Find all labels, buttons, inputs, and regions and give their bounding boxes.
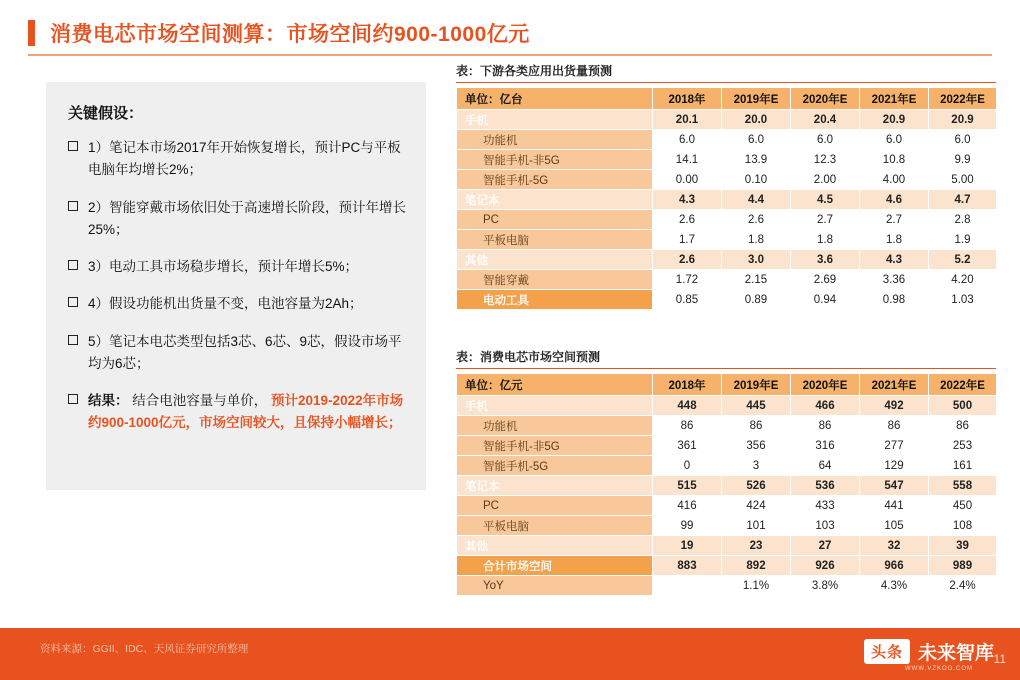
cell: 101 <box>722 516 791 536</box>
result-highlight: 预计2019-2022年市场约900-1000亿元，市场空间较大，且保持小幅增长； <box>88 393 404 431</box>
cell: 450 <box>929 496 997 516</box>
cell: 86 <box>653 416 722 436</box>
cell: 253 <box>929 436 997 456</box>
cell: 12.3 <box>791 150 860 170</box>
cell: 99 <box>653 516 722 536</box>
assumptions-list <box>68 137 406 435</box>
cell: 0.85 <box>653 290 722 310</box>
cell: 4.3 <box>653 190 722 210</box>
row-label: 功能机 <box>457 416 653 436</box>
cell: 20.1 <box>653 110 722 130</box>
cell: 4.3 <box>860 250 929 270</box>
cell: 20.9 <box>860 110 929 130</box>
cell: 316 <box>791 436 860 456</box>
row-label: 手机 <box>457 396 653 416</box>
cell: 492 <box>860 396 929 416</box>
cell: 445 <box>722 396 791 416</box>
cell: 1.03 <box>929 290 997 310</box>
cell: 558 <box>929 476 997 496</box>
slide-title-bar <box>0 8 1020 52</box>
page-number: 11 <box>993 652 1006 666</box>
cell: 0.00 <box>653 170 722 190</box>
cell: 161 <box>929 456 997 476</box>
row-label: 其他 <box>457 250 653 270</box>
watermark-subtext: WWW.VZKOO.COM <box>905 666 973 672</box>
table-row <box>457 290 997 310</box>
cell: 4.4 <box>722 190 791 210</box>
cell: 5.00 <box>929 170 997 190</box>
cell: 416 <box>653 496 722 516</box>
row-label: 平板电脑 <box>457 516 653 536</box>
cell: 10.8 <box>860 150 929 170</box>
cell: 4.7 <box>929 190 997 210</box>
table-row <box>457 516 997 536</box>
cell: 23 <box>722 536 791 556</box>
cell: 466 <box>791 396 860 416</box>
cell: 1.7 <box>653 230 722 250</box>
column-header: 2019年E <box>722 374 791 396</box>
cell: 547 <box>860 476 929 496</box>
cell: 64 <box>791 456 860 476</box>
cell: 6.0 <box>791 130 860 150</box>
assumptions-heading: 关键假设： <box>68 105 144 122</box>
row-label: 笔记本 <box>457 190 653 210</box>
table-row <box>457 476 997 496</box>
cell: 1.8 <box>860 230 929 250</box>
cell: 3 <box>722 456 791 476</box>
cell: 14.1 <box>653 150 722 170</box>
cell: 6.0 <box>860 130 929 150</box>
row-label: 智能手机-5G <box>457 170 653 190</box>
cell: 2.7 <box>791 210 860 230</box>
column-header: 2021年E <box>860 374 929 396</box>
cell: 448 <box>653 396 722 416</box>
cell: 129 <box>860 456 929 476</box>
cell: 39 <box>929 536 997 556</box>
list-item-result <box>68 390 406 435</box>
cell: 883 <box>653 556 722 576</box>
source-note: 资料来源：GGII、IDC、天风证券研究所整理 <box>40 643 249 655</box>
cell: 6.0 <box>929 130 997 150</box>
cell: 2.7 <box>860 210 929 230</box>
assumptions-panel <box>46 82 426 490</box>
column-header: 2022年E <box>929 88 997 110</box>
cell: 3.8% <box>791 576 860 596</box>
data-table <box>456 87 997 310</box>
cell: 6.0 <box>653 130 722 150</box>
cell: 86 <box>929 416 997 436</box>
column-header: 2021年E <box>860 88 929 110</box>
checkbox-icon <box>68 201 78 211</box>
cell: 536 <box>791 476 860 496</box>
table-row <box>457 130 997 150</box>
unit-header: 单位：亿元 <box>457 374 653 396</box>
table-row <box>457 436 997 456</box>
table-row <box>457 270 997 290</box>
cell: 13.9 <box>722 150 791 170</box>
list-item <box>68 137 406 182</box>
cell: 0.89 <box>722 290 791 310</box>
cell: 27 <box>791 536 860 556</box>
checkbox-icon <box>68 297 78 307</box>
cell: 4.3% <box>860 576 929 596</box>
assumption-text: 2）智能穿戴市场依旧处于高速增长阶段，预计年增长25%； <box>88 199 407 237</box>
table-row <box>457 190 997 210</box>
table-row-yoy <box>457 576 997 596</box>
cell: 1.8 <box>791 230 860 250</box>
cell: 361 <box>653 436 722 456</box>
row-label: YoY <box>457 576 653 596</box>
row-label: 智能手机-5G <box>457 456 653 476</box>
row-label: 合计市场空间 <box>457 556 653 576</box>
table-caption: 表：消费电芯市场空间预测 <box>456 348 996 369</box>
cell: 32 <box>860 536 929 556</box>
list-item <box>68 331 406 376</box>
result-body: 结合电池容量与单价， <box>132 393 268 409</box>
checkbox-icon <box>68 260 78 270</box>
cell: 2.69 <box>791 270 860 290</box>
assumption-text: 3）电动工具市场稳步增长，预计年增长5%； <box>88 259 359 275</box>
data-table <box>456 373 997 596</box>
watermark-badge: 头条 <box>864 639 910 664</box>
cell: 892 <box>722 556 791 576</box>
row-label: 功能机 <box>457 130 653 150</box>
row-label: 智能穿戴 <box>457 270 653 290</box>
cell: 20.9 <box>929 110 997 130</box>
cell: 1.72 <box>653 270 722 290</box>
cell: 108 <box>929 516 997 536</box>
cell: 6.0 <box>722 130 791 150</box>
table-row <box>457 496 997 516</box>
table-row <box>457 536 997 556</box>
list-item <box>68 256 406 278</box>
table-row <box>457 170 997 190</box>
cell: 0.94 <box>791 290 860 310</box>
row-label: PC <box>457 496 653 516</box>
cell: 277 <box>860 436 929 456</box>
watermark <box>864 628 994 674</box>
cell: 2.6 <box>722 210 791 230</box>
list-item <box>68 197 406 242</box>
table-row <box>457 210 997 230</box>
table-header-row <box>457 374 997 396</box>
checkbox-icon <box>68 394 78 404</box>
table-row <box>457 150 997 170</box>
page-title: 消费电芯市场空间测算：市场空间约900-1000亿元 <box>50 23 530 46</box>
cell: 926 <box>791 556 860 576</box>
table-row <box>457 110 997 130</box>
cell: 1.1% <box>722 576 791 596</box>
title-accent-mark <box>28 20 35 46</box>
column-header: 2018年 <box>653 88 722 110</box>
result-lead: 结果： <box>88 393 129 409</box>
checkbox-icon <box>68 141 78 151</box>
table-row <box>457 250 997 270</box>
row-label: PC <box>457 210 653 230</box>
cell: 4.6 <box>860 190 929 210</box>
table-row-total <box>457 556 997 576</box>
cell: 20.4 <box>791 110 860 130</box>
table-header-row <box>457 88 997 110</box>
column-header: 2018年 <box>653 374 722 396</box>
table-caption: 表：下游各类应用出货量预测 <box>456 62 996 83</box>
cell: 4.20 <box>929 270 997 290</box>
cell: 19 <box>653 536 722 556</box>
cell: 989 <box>929 556 997 576</box>
cell: 0.98 <box>860 290 929 310</box>
row-label: 手机 <box>457 110 653 130</box>
cell: 433 <box>791 496 860 516</box>
cell: 1.9 <box>929 230 997 250</box>
checkbox-icon <box>68 335 78 345</box>
column-header: 2019年E <box>722 88 791 110</box>
cell: 2.6 <box>653 250 722 270</box>
title-divider <box>28 54 992 56</box>
cell: 526 <box>722 476 791 496</box>
cell: 5.2 <box>929 250 997 270</box>
cell: 3.0 <box>722 250 791 270</box>
cell: 4.00 <box>860 170 929 190</box>
cell: 2.15 <box>722 270 791 290</box>
cell: 103 <box>791 516 860 536</box>
row-label: 电动工具 <box>457 290 653 310</box>
cell: 3.6 <box>791 250 860 270</box>
row-label: 平板电脑 <box>457 230 653 250</box>
cell: 515 <box>653 476 722 496</box>
cell: 4.5 <box>791 190 860 210</box>
table-shipment-forecast <box>456 62 996 310</box>
assumption-text: 4）假设功能机出货量不变，电池容量为2Ah； <box>88 296 363 312</box>
cell: 3.36 <box>860 270 929 290</box>
assumption-text: 5）笔记本电芯类型包括3芯、6芯、9芯，假设市场平均为6芯； <box>88 333 402 371</box>
unit-header: 单位：亿台 <box>457 88 653 110</box>
watermark-text: 未来智库 <box>917 642 994 664</box>
column-header: 2020年E <box>791 374 860 396</box>
row-label: 智能手机-非5G <box>457 150 653 170</box>
table-row <box>457 456 997 476</box>
assumption-text: 1）笔记本市场2017年开始恢复增长，预计PC与平板电脑年均增长2%； <box>88 140 401 178</box>
row-label: 其他 <box>457 536 653 556</box>
cell: 86 <box>791 416 860 436</box>
cell: 20.0 <box>722 110 791 130</box>
cell: 86 <box>860 416 929 436</box>
cell: 0 <box>653 456 722 476</box>
cell: 441 <box>860 496 929 516</box>
table-row <box>457 416 997 436</box>
column-header: 2020年E <box>791 88 860 110</box>
cell: 2.4% <box>929 576 997 596</box>
column-header: 2022年E <box>929 374 997 396</box>
cell: 0.10 <box>722 170 791 190</box>
cell: 2.00 <box>791 170 860 190</box>
list-item <box>68 293 406 315</box>
table-row <box>457 230 997 250</box>
cell: 424 <box>722 496 791 516</box>
cell: 966 <box>860 556 929 576</box>
table-row <box>457 396 997 416</box>
row-label: 笔记本 <box>457 476 653 496</box>
cell: 356 <box>722 436 791 456</box>
cell: 500 <box>929 396 997 416</box>
cell: 1.8 <box>722 230 791 250</box>
cell: 2.8 <box>929 210 997 230</box>
cell: 2.6 <box>653 210 722 230</box>
table-market-space-forecast <box>456 348 996 596</box>
cell: 105 <box>860 516 929 536</box>
cell <box>653 576 722 596</box>
cell: 86 <box>722 416 791 436</box>
cell: 9.9 <box>929 150 997 170</box>
row-label: 智能手机-非5G <box>457 436 653 456</box>
